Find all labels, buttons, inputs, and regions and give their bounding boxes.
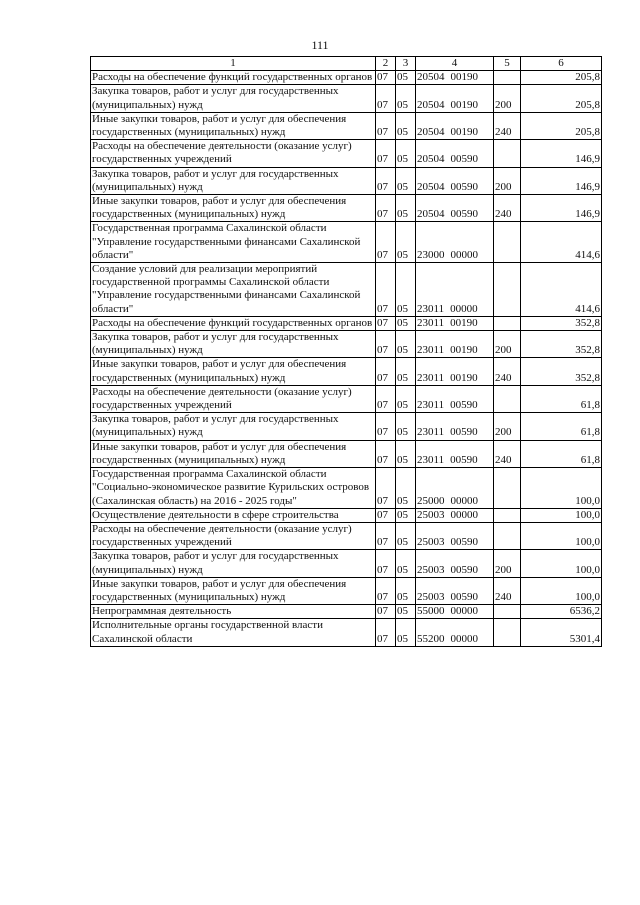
row-description: Расходы на обеспечение деятельности (оказание услуг) государственных учреждений bbox=[91, 522, 376, 549]
header-col-3: 3 bbox=[396, 57, 416, 71]
target-article-part1: 23011 bbox=[417, 302, 445, 315]
row-subsection-code: 05 bbox=[396, 468, 416, 509]
target-article-part1: 23011 bbox=[417, 316, 445, 329]
target-article-part1: 25000 bbox=[417, 494, 445, 507]
target-article-part1: 25003 bbox=[417, 563, 445, 576]
target-article-part1: 23011 bbox=[417, 399, 445, 412]
row-description: Создание условий для реализации мероприятий государственной программы Сахалинской области "Управление государственными финансами Сахалинской области" bbox=[91, 263, 376, 317]
row-amount: 61,8 bbox=[521, 385, 602, 412]
row-subsection-code: 05 bbox=[396, 577, 416, 604]
target-article-part2: 00190 bbox=[450, 71, 478, 84]
row-expense-type bbox=[494, 316, 521, 330]
target-article-part2: 00590 bbox=[450, 590, 478, 603]
table-row bbox=[91, 222, 602, 263]
row-target-article bbox=[416, 605, 494, 619]
row-subsection-code: 05 bbox=[396, 605, 416, 619]
target-article-part2: 00590 bbox=[450, 208, 478, 221]
row-target-article bbox=[416, 522, 494, 549]
row-expense-type bbox=[494, 140, 521, 167]
target-article-part2: 00590 bbox=[450, 399, 478, 412]
page-number: 111 bbox=[311, 38, 329, 52]
table-row bbox=[91, 112, 602, 139]
row-subsection-code: 05 bbox=[396, 167, 416, 194]
table-row bbox=[91, 385, 602, 412]
target-article-part2: 00590 bbox=[450, 153, 478, 166]
target-article-part2: 00590 bbox=[450, 453, 478, 466]
target-article-part2: 00590 bbox=[450, 536, 478, 549]
row-subsection-code: 05 bbox=[396, 222, 416, 263]
table-row bbox=[91, 316, 602, 330]
row-expense-type: 240 bbox=[494, 358, 521, 385]
row-description: Расходы на обеспечение функций государственных органов bbox=[91, 316, 376, 330]
row-description: Иные закупки товаров, работ и услуг для обеспечения государственных (муниципальных) нужд bbox=[91, 112, 376, 139]
table-row bbox=[91, 195, 602, 222]
row-section-code: 07 bbox=[376, 331, 396, 358]
target-article-part1: 23000 bbox=[417, 248, 445, 261]
target-article-part1: 25003 bbox=[417, 536, 445, 549]
row-target-article bbox=[416, 358, 494, 385]
row-target-article bbox=[416, 71, 494, 85]
row-expense-type: 240 bbox=[494, 577, 521, 604]
row-subsection-code: 05 bbox=[396, 263, 416, 317]
target-article-part1: 20504 bbox=[417, 208, 445, 221]
table-row bbox=[91, 550, 602, 577]
row-section-code: 07 bbox=[376, 112, 396, 139]
target-article-part1: 23011 bbox=[417, 426, 445, 439]
row-subsection-code: 05 bbox=[396, 440, 416, 467]
header-col-4: 4 bbox=[416, 57, 494, 71]
row-description: Расходы на обеспечение деятельности (оказание услуг) государственных учреждений bbox=[91, 140, 376, 167]
target-article-part1: 20504 bbox=[417, 153, 445, 166]
row-section-code: 07 bbox=[376, 385, 396, 412]
table-row bbox=[91, 508, 602, 522]
row-description: Закупка товаров, работ и услуг для государственных (муниципальных) нужд bbox=[91, 85, 376, 112]
row-expense-type: 200 bbox=[494, 331, 521, 358]
row-amount: 100,0 bbox=[521, 577, 602, 604]
target-article-part2: 00000 bbox=[450, 605, 478, 618]
target-article-part2: 00000 bbox=[450, 508, 478, 521]
row-amount: 205,8 bbox=[521, 71, 602, 85]
row-target-article bbox=[416, 577, 494, 604]
row-section-code: 07 bbox=[376, 140, 396, 167]
target-article-part2: 00000 bbox=[450, 632, 478, 645]
row-section-code: 07 bbox=[376, 167, 396, 194]
row-subsection-code: 05 bbox=[396, 358, 416, 385]
table-row bbox=[91, 468, 602, 509]
row-amount: 414,6 bbox=[521, 263, 602, 317]
table-row bbox=[91, 85, 602, 112]
row-subsection-code: 05 bbox=[396, 195, 416, 222]
target-article-part1: 23011 bbox=[417, 453, 445, 466]
row-amount: 146,9 bbox=[521, 195, 602, 222]
row-section-code: 07 bbox=[376, 316, 396, 330]
row-expense-type bbox=[494, 468, 521, 509]
row-section-code: 07 bbox=[376, 413, 396, 440]
row-description: Закупка товаров, работ и услуг для государственных (муниципальных) нужд bbox=[91, 167, 376, 194]
table-body bbox=[91, 71, 602, 647]
row-amount: 352,8 bbox=[521, 358, 602, 385]
row-expense-type: 240 bbox=[494, 112, 521, 139]
row-section-code: 07 bbox=[376, 85, 396, 112]
row-description: Исполнительные органы государственной власти Сахалинской области bbox=[91, 619, 376, 646]
target-article-part1: 20504 bbox=[417, 180, 445, 193]
row-expense-type bbox=[494, 263, 521, 317]
row-section-code: 07 bbox=[376, 619, 396, 646]
row-expense-type: 200 bbox=[494, 413, 521, 440]
row-target-article bbox=[416, 140, 494, 167]
table-row bbox=[91, 605, 602, 619]
row-target-article bbox=[416, 413, 494, 440]
row-expense-type bbox=[494, 71, 521, 85]
row-description: Закупка товаров, работ и услуг для государственных (муниципальных) нужд bbox=[91, 331, 376, 358]
row-section-code: 07 bbox=[376, 605, 396, 619]
row-subsection-code: 05 bbox=[396, 331, 416, 358]
row-target-article bbox=[416, 440, 494, 467]
row-target-article bbox=[416, 619, 494, 646]
row-section-code: 07 bbox=[376, 550, 396, 577]
row-target-article bbox=[416, 468, 494, 509]
row-section-code: 07 bbox=[376, 263, 396, 317]
row-section-code: 07 bbox=[376, 358, 396, 385]
row-subsection-code: 05 bbox=[396, 85, 416, 112]
row-target-article bbox=[416, 263, 494, 317]
target-article-part2: 00000 bbox=[450, 248, 478, 261]
row-expense-type: 240 bbox=[494, 440, 521, 467]
row-expense-type: 200 bbox=[494, 85, 521, 112]
row-subsection-code: 05 bbox=[396, 140, 416, 167]
header-col-6: 6 bbox=[521, 57, 602, 71]
row-amount: 205,8 bbox=[521, 112, 602, 139]
row-expense-type: 200 bbox=[494, 550, 521, 577]
table-row bbox=[91, 167, 602, 194]
row-subsection-code: 05 bbox=[396, 71, 416, 85]
row-description: Иные закупки товаров, работ и услуг для обеспечения государственных (муниципальных) нужд bbox=[91, 577, 376, 604]
row-amount: 100,0 bbox=[521, 522, 602, 549]
row-amount: 146,9 bbox=[521, 140, 602, 167]
table-row bbox=[91, 331, 602, 358]
row-subsection-code: 05 bbox=[396, 385, 416, 412]
budget-table bbox=[90, 56, 602, 647]
target-article-part1: 20504 bbox=[417, 126, 445, 139]
row-amount: 205,8 bbox=[521, 85, 602, 112]
row-description: Государственная программа Сахалинской области "Управление государственными финансами Сахалинской области" bbox=[91, 222, 376, 263]
target-article-part1: 23011 bbox=[417, 344, 445, 357]
row-section-code: 07 bbox=[376, 71, 396, 85]
row-section-code: 07 bbox=[376, 508, 396, 522]
target-article-part2: 00000 bbox=[450, 494, 478, 507]
row-target-article bbox=[416, 385, 494, 412]
header-col-1: 1 bbox=[91, 57, 376, 71]
table-row bbox=[91, 140, 602, 167]
target-article-part2: 00590 bbox=[450, 180, 478, 193]
target-article-part1: 23011 bbox=[417, 371, 445, 384]
row-section-code: 07 bbox=[376, 440, 396, 467]
row-description: Закупка товаров, работ и услуг для государственных (муниципальных) нужд bbox=[91, 413, 376, 440]
target-article-part2: 00190 bbox=[450, 344, 478, 357]
row-section-code: 07 bbox=[376, 522, 396, 549]
row-amount: 61,8 bbox=[521, 413, 602, 440]
row-expense-type: 200 bbox=[494, 167, 521, 194]
row-subsection-code: 05 bbox=[396, 619, 416, 646]
row-amount: 100,0 bbox=[521, 508, 602, 522]
target-article-part2: 00590 bbox=[450, 563, 478, 576]
header-col-2: 2 bbox=[376, 57, 396, 71]
target-article-part2: 00190 bbox=[450, 371, 478, 384]
row-description: Расходы на обеспечение деятельности (оказание услуг) государственных учреждений bbox=[91, 385, 376, 412]
row-subsection-code: 05 bbox=[396, 508, 416, 522]
table-row bbox=[91, 263, 602, 317]
row-section-code: 07 bbox=[376, 577, 396, 604]
target-article-part2: 00190 bbox=[450, 316, 478, 329]
row-section-code: 07 bbox=[376, 468, 396, 509]
target-article-part2: 00190 bbox=[450, 98, 478, 111]
row-target-article bbox=[416, 316, 494, 330]
row-description: Иные закупки товаров, работ и услуг для обеспечения государственных (муниципальных) нужд bbox=[91, 440, 376, 467]
row-description: Осуществление деятельности в сфере строительства bbox=[91, 508, 376, 522]
table-row bbox=[91, 71, 602, 85]
header-col-5: 5 bbox=[494, 57, 521, 71]
table-row bbox=[91, 413, 602, 440]
row-amount: 414,6 bbox=[521, 222, 602, 263]
target-article-part1: 55000 bbox=[417, 605, 445, 618]
row-target-article bbox=[416, 222, 494, 263]
row-subsection-code: 05 bbox=[396, 522, 416, 549]
row-amount: 61,8 bbox=[521, 440, 602, 467]
target-article-part1: 20504 bbox=[417, 71, 445, 84]
row-expense-type: 240 bbox=[494, 195, 521, 222]
row-target-article bbox=[416, 195, 494, 222]
table-header-row bbox=[91, 57, 602, 71]
row-target-article bbox=[416, 550, 494, 577]
row-subsection-code: 05 bbox=[396, 413, 416, 440]
row-subsection-code: 05 bbox=[396, 316, 416, 330]
row-expense-type bbox=[494, 605, 521, 619]
target-article-part2: 00000 bbox=[450, 302, 478, 315]
row-subsection-code: 05 bbox=[396, 550, 416, 577]
row-expense-type bbox=[494, 522, 521, 549]
table-row bbox=[91, 619, 602, 646]
target-article-part1: 55200 bbox=[417, 632, 445, 645]
table-row bbox=[91, 577, 602, 604]
row-section-code: 07 bbox=[376, 222, 396, 263]
target-article-part2: 00190 bbox=[450, 126, 478, 139]
row-description: Государственная программа Сахалинской области "Социально-экономическое развитие Курильских островов (Сахалинская область) на 2016 - 2025 годы" bbox=[91, 468, 376, 509]
row-description: Иные закупки товаров, работ и услуг для обеспечения государственных (муниципальных) нужд bbox=[91, 195, 376, 222]
row-target-article bbox=[416, 331, 494, 358]
target-article-part2: 00590 bbox=[450, 426, 478, 439]
row-expense-type bbox=[494, 385, 521, 412]
table-row bbox=[91, 522, 602, 549]
row-amount: 146,9 bbox=[521, 167, 602, 194]
row-description: Расходы на обеспечение функций государственных органов bbox=[91, 71, 376, 85]
row-description: Непрограммная деятельность bbox=[91, 605, 376, 619]
table-row bbox=[91, 358, 602, 385]
row-target-article bbox=[416, 112, 494, 139]
row-amount: 100,0 bbox=[521, 468, 602, 509]
row-section-code: 07 bbox=[376, 195, 396, 222]
row-target-article bbox=[416, 167, 494, 194]
target-article-part1: 25003 bbox=[417, 590, 445, 603]
row-target-article bbox=[416, 508, 494, 522]
row-description: Иные закупки товаров, работ и услуг для обеспечения государственных (муниципальных) нужд bbox=[91, 358, 376, 385]
row-subsection-code: 05 bbox=[396, 112, 416, 139]
row-amount: 352,8 bbox=[521, 331, 602, 358]
row-amount: 352,8 bbox=[521, 316, 602, 330]
row-amount: 100,0 bbox=[521, 550, 602, 577]
row-amount: 6536,2 bbox=[521, 605, 602, 619]
row-expense-type bbox=[494, 508, 521, 522]
row-expense-type bbox=[494, 619, 521, 646]
target-article-part1: 25003 bbox=[417, 508, 445, 521]
row-amount: 5301,4 bbox=[521, 619, 602, 646]
row-description: Закупка товаров, работ и услуг для государственных (муниципальных) нужд bbox=[91, 550, 376, 577]
target-article-part1: 20504 bbox=[417, 98, 445, 111]
table-row bbox=[91, 440, 602, 467]
row-target-article bbox=[416, 85, 494, 112]
row-expense-type bbox=[494, 222, 521, 263]
